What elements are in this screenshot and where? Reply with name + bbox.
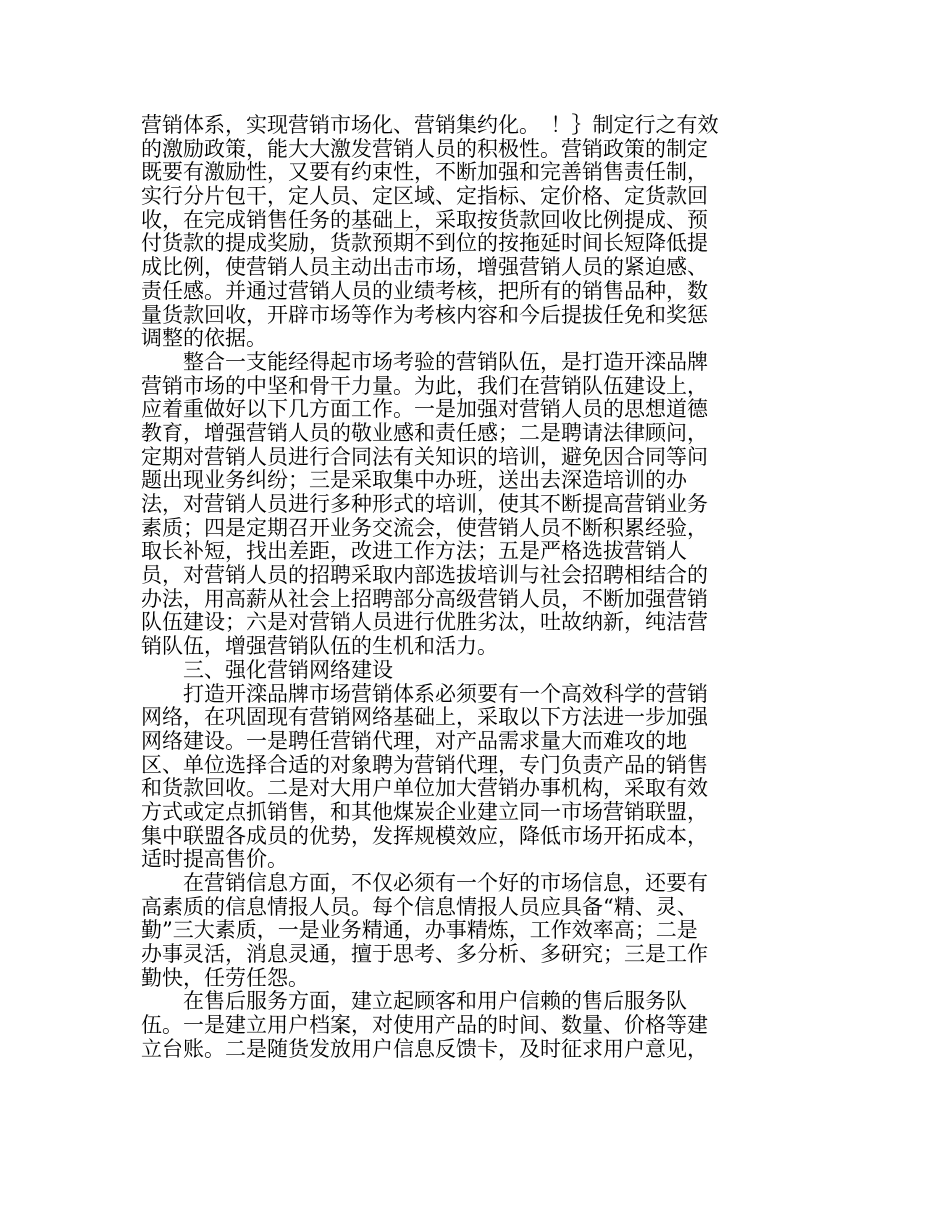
text-line: 办法，用高薪从社会上招聘部分高级营销人员，不断加强营销 [141,586,708,611]
text-line: 销队伍，增强营销队伍的生机和活力。 [141,634,498,659]
text-line: 定期对营销人员进行合同法有关知识的培训，避免因合同等问 [141,444,708,469]
text-line: 素质；四是定期召开业务交流会，使营销人员不断积累经验， [141,515,708,540]
text-line: 网络，在巩固现有营销网络基础上，采取以下方法进一步加强 [141,705,708,730]
text-line: 办事灵活，消息灵通，擅于思考、多分析、多研究；三是工作 [141,942,708,967]
text-line: 在售后服务方面，建立起顾客和用户信赖的售后服务队 [141,989,687,1014]
text-line: 取长补短，找出差距，改进工作方法；五是严格选拔营销人 [141,539,687,564]
text-line: 付货款的提成奖励，货款预期不到位的按拖延时间长短降低提 [141,231,708,256]
text-line: 伍。一是建立用户档案，对使用产品的时间、数量、价格等建 [141,1013,708,1038]
text-line: 整合一支能经得起市场考验的营销队伍，是打造开滦品牌 [141,349,708,374]
text-line: 员，对营销人员的招聘采取内部选拔培训与社会招聘相结合的 [141,563,708,588]
text-line: 网络建设。一是聘任营销代理，对产品需求量大而难攻的地 [141,728,687,753]
text-line: 高素质的信息情报人员。每个信息情报人员应具备“精、灵、 [141,894,698,919]
text-line: 调整的依据。 [141,326,267,351]
text-line: 应着重做好以下几方面工作。一是加强对营销人员的思想道德 [141,397,708,422]
text-line: 量货款回收，开辟市场等作为考核内容和今后提拔任免和奖惩 [141,302,708,327]
text-line: 题出现业务纠纷；三是采取集中办班，送出去深造培训的办 [141,468,687,493]
text-line: 打造开滦品牌市场营销体系必须要有一个高效科学的营销 [141,681,708,706]
text-line: 教育，增强营销人员的敬业感和责任感；二是聘请法律顾问， [141,420,708,445]
text-line: 收，在完成销售任务的基础上，采取按货款回收比例提成、预 [141,207,708,232]
text-line: 三、强化营销网络建设 [141,657,393,682]
text-line: 区、单位选择合适的对象聘为营销代理，专门负责产品的销售 [141,752,708,777]
text-line: 勤快，任劳任怨。 [141,965,309,990]
text-line: 队伍建设；六是对营销人员进行优胜劣汰，吐故纳新，纯洁营 [141,610,708,635]
document-body [141,114,741,1062]
text-line: 成比例，使营销人员主动出击市场，增强营销人员的紧迫感、 [141,255,708,280]
text-line: 营销体系，实现营销市场化、营销集约化。 ！｝制定行之有效 [141,113,719,137]
text-line: 实行分片包干，定人员、定区域、定指标、定价格、定货款回 [141,184,708,209]
text-line: 责任感。并通过营销人员的业绩考核，把所有的销售品种，数 [141,278,708,303]
text-line: 集中联盟各成员的优势，发挥规模效应，降低市场开拓成本， [141,823,708,848]
text-line: 勤”三大素质，一是业务精通，办事精炼，工作效率高；二是 [141,918,698,943]
text-line: 营销市场的中坚和骨干力量。为此，我们在营销队伍建设上， [141,373,708,398]
text-line: 在营销信息方面，不仅必须有一个好的市场信息，还要有 [141,871,708,895]
text-line: 适时提高售价。 [141,847,288,872]
text-line: 法，对营销人员进行多种形式的培训，使其不断提高营销业务 [141,492,708,516]
text-line: 立台账。二是随货发放用户信息反馈卡，及时征求用户意见， [141,1036,708,1061]
text-line: 的激励政策，能大大激发营销人员的积极性。营销政策的制定 [141,136,708,161]
text-line: 和货款回收。二是对大用户单位加大营销办事机构，采取有效 [141,776,708,801]
text-line: 既要有激励性，又要有约束性，不断加强和完善销售责任制， [141,160,708,185]
text-line: 方式或定点抓销售，和其他煤炭企业建立同一市场营销联盟， [141,799,708,824]
